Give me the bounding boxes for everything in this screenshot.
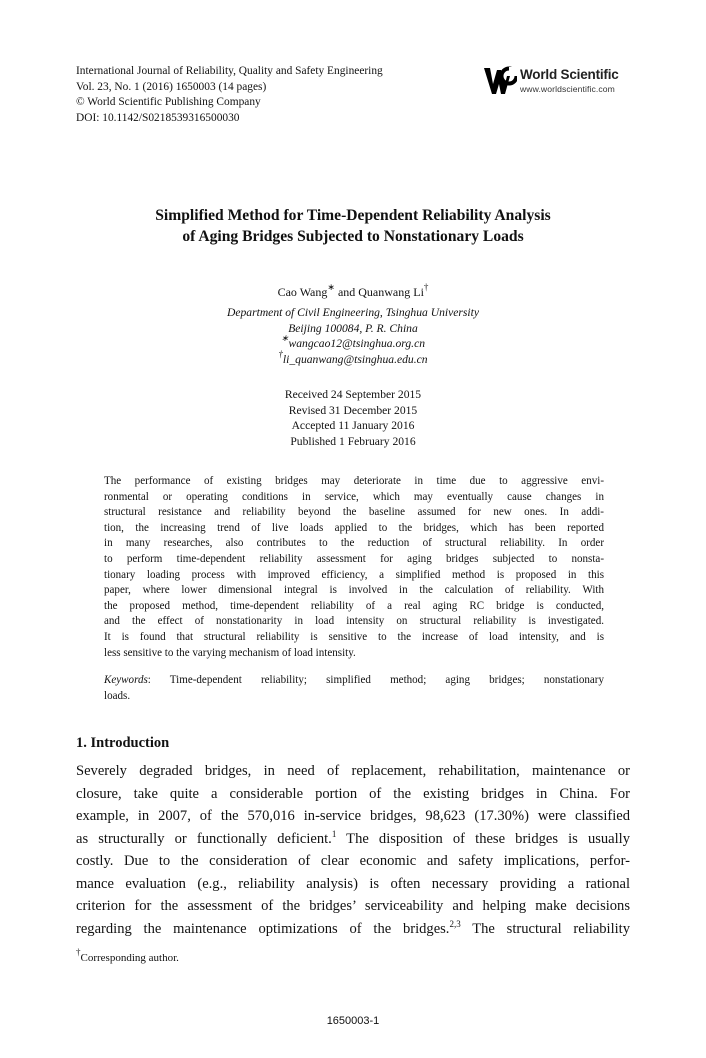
journal-volume: Vol. 23, No. 1 (2016) 1650003 (14 pages) — [76, 80, 267, 93]
introduction-body — [76, 760, 630, 940]
email-line — [60, 333, 646, 352]
doi: DOI: 10.1142/S0218539316500030 — [76, 111, 240, 124]
publisher-url: www.worldscientific.com — [520, 84, 615, 94]
email-mark: † — [278, 348, 283, 359]
received-date: Received 24 September 2015 — [284, 388, 422, 401]
publisher-name: World Scientific — [520, 67, 619, 82]
body-text: The disposition of these bridges is usually — [336, 830, 630, 847]
department: Department of Civil Engineering, Tsinghua University — [226, 306, 480, 319]
abstract-line: in many researches, also contributes to the reduction of structural reliability. In order — [104, 537, 604, 550]
author-conjunction: and — [334, 285, 359, 299]
journal-name: International Journal of Reliability, Quality and Safety Engineering — [76, 65, 383, 77]
published-date: Published 1 February 2016 — [290, 434, 416, 448]
body-text: regarding the maintenance optimizations of the bridges. — [76, 920, 450, 937]
body-line: costly. Due to the consideration of clear economic and safety implications, perfor- — [76, 853, 630, 869]
author-mark: † — [423, 282, 429, 292]
copyright-notice: © World Scientific Publishing Company — [76, 96, 261, 108]
keywords-line: loads. — [104, 689, 131, 702]
journal-header — [76, 64, 496, 126]
author-name: Cao Wang — [277, 285, 328, 299]
footnote-mark: † — [76, 947, 81, 957]
abstract-line: The performance of existing bridges may deteriorate in time due to aggressive envi- — [104, 475, 604, 487]
abstract-line: less sensitive to the varying mechanism of load intensity. — [104, 646, 356, 659]
ws-logo-icon — [483, 64, 517, 96]
abstract-line: It is found that structural reliability is sensitive to the increase of load intensity, and is — [104, 630, 604, 643]
body-line: mance evaluation (e.g., reliability analysis) is often necessary providing a rational — [76, 875, 630, 892]
revised-date: Revised 31 December 2015 — [288, 403, 418, 417]
email-link[interactable]: wangcao12@tsinghua.org.cn — [288, 337, 426, 350]
author-list — [60, 282, 646, 301]
citation-ref[interactable]: 2,3 — [449, 918, 461, 929]
body-line: closure, take quite a considerable portion of the existing bridges in China. For — [76, 785, 630, 802]
email-mark: ∗ — [280, 333, 289, 343]
accepted-date: Accepted 11 January 2016 — [291, 419, 415, 432]
keywords-text: : Time-dependent reliability; simplified method; aging bridges; nonstationary — [147, 674, 604, 686]
city: Beijing 100084, P. R. China — [288, 321, 418, 335]
body-line: example, in 2007, of the 570,016 in-service bridges, 98,623 (17.30%) were classified — [76, 808, 630, 824]
abstract — [104, 474, 604, 661]
author-name: Quanwang Li — [358, 285, 424, 299]
abstract-line: tionary loading process with improved efficiency, a simplified method is proposed in this — [104, 568, 604, 581]
footnote — [76, 947, 179, 964]
keywords-label: Keywords — [104, 674, 148, 686]
publication-dates — [60, 387, 646, 449]
body-line — [76, 828, 630, 851]
paper-title — [60, 205, 646, 247]
affiliation — [60, 305, 646, 367]
body-text: The structural reliability — [460, 920, 630, 937]
abstract-line: ronmental or operating conditions in service, which may eventually cause changes in — [104, 490, 604, 503]
section-heading: 1. Introduction — [76, 735, 170, 751]
abstract-line: and the effect of nonstationarity in load intensity on structural reliability is investigated. — [104, 615, 604, 628]
body-line: criterion for the assessment of the bridges’ serviceability and helping make decisions — [76, 898, 630, 914]
citation-ref[interactable]: 1 — [331, 828, 337, 839]
abstract-line: tion, the increasing trend of live loads applied to the bridges, which has been reported — [104, 521, 604, 534]
body-line: Severely degraded bridges, in need of replacement, rehabilitation, maintenance or — [76, 763, 630, 779]
publisher-logo — [483, 64, 643, 98]
abstract-line: paper, where lower dimensional integral is involved in the calculation of reliability. With — [104, 584, 604, 597]
page-number: 1650003-1 — [326, 1015, 380, 1027]
title-line-1: Simplified Method for Time-Dependent Reliability Analysis — [155, 207, 551, 224]
abstract-line: structural resistance and reliability beyond the baseline assumed for new ones. In addi- — [104, 506, 604, 519]
keywords — [104, 673, 604, 704]
email-line — [60, 348, 646, 368]
email-link[interactable]: li_quanwang@tsinghua.edu.cn — [282, 352, 428, 366]
body-line — [76, 918, 630, 941]
footnote-text: Corresponding author. — [80, 952, 179, 964]
abstract-line: the proposed method, time-dependent reliability of a real aging RC bridge is conducted, — [104, 599, 604, 612]
title-line-2: of Aging Bridges Subjected to Nonstationary Loads — [182, 228, 524, 245]
author-mark: ∗ — [327, 282, 335, 292]
abstract-line: to perform time-dependent reliability assessment for aging bridges subjected to nonsta- — [104, 552, 604, 565]
body-text: as structurally or functionally deficient. — [76, 830, 332, 847]
keywords-line — [104, 673, 604, 689]
